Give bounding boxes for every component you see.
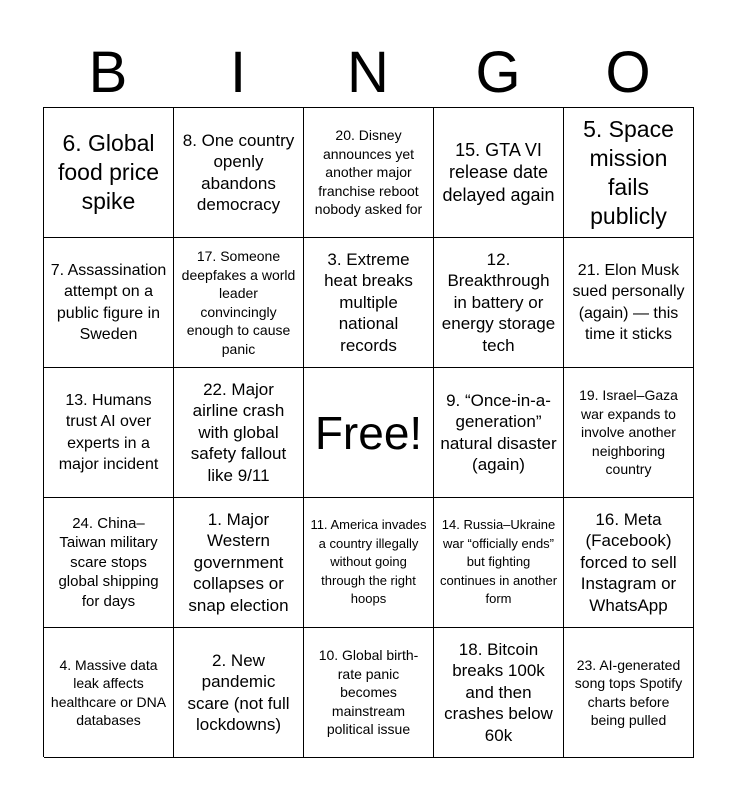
bingo-cell[interactable] (44, 108, 174, 238)
free-space[interactable] (304, 368, 434, 498)
bingo-cell[interactable] (44, 238, 174, 368)
cell-text: 12. Breakthrough in battery or energy storage tech (441, 249, 556, 355)
cell-text: 9. “Once-in-a-generation” natural disaster (again) (440, 390, 557, 474)
cell-text: 20. Disney announces yet another major franchise reboot nobody asked for (314, 127, 423, 218)
cell-text: 17. Someone deepfakes a world leader convincingly enough to cause panic (181, 248, 296, 357)
cell-text: 1. Major Western government collapses or snap election (188, 509, 289, 615)
bingo-cell[interactable] (564, 498, 694, 628)
bingo-cell[interactable] (434, 108, 564, 238)
header-letter-b: B (88, 40, 128, 105)
bingo-cell[interactable] (304, 108, 434, 238)
bingo-cell[interactable] (564, 108, 694, 238)
cell-text: 10. Global birth-rate panic becomes mainstream political issue (318, 647, 419, 738)
bingo-cell[interactable] (44, 628, 174, 758)
cell-text: 7. Assassination attempt on a public figure in Sweden (50, 261, 167, 343)
header-letter-g: G (475, 40, 521, 105)
bingo-cell[interactable] (304, 498, 434, 628)
cell-text: 6. Global food price spike (57, 130, 159, 214)
bingo-cell[interactable] (174, 368, 304, 498)
header-letter-i: I (229, 40, 247, 105)
bingo-cell[interactable] (304, 628, 434, 758)
cell-text: 4. Massive data leak affects healthcare or DNA databases (50, 656, 167, 728)
cell-text: 2. New pandemic scare (not full lockdowns) (187, 650, 290, 734)
cell-text: 23. AI-generated song tops Spotify charts before being pulled (574, 656, 683, 728)
bingo-cell[interactable] (564, 628, 694, 758)
bingo-cell[interactable] (434, 368, 564, 498)
bingo-cell[interactable] (304, 238, 434, 368)
bingo-cell[interactable] (434, 628, 564, 758)
cell-text: 5. Space mission fails publicly (583, 115, 674, 229)
cell-text: 16. Meta (Facebook) forced to sell Instagram or WhatsApp (580, 509, 677, 615)
cell-text: 13. Humans trust AI over experts in a major incident (58, 391, 159, 473)
bingo-cell[interactable] (44, 368, 174, 498)
bingo-cell[interactable] (434, 238, 564, 368)
bingo-cell[interactable] (44, 498, 174, 628)
cell-text: 15. GTA VI release date delayed again (442, 139, 555, 205)
header-letter-n: N (347, 40, 389, 105)
cell-text: 18. Bitcoin breaks 100k and then crashes below 60k (444, 639, 553, 745)
bingo-cell[interactable] (434, 498, 564, 628)
bingo-header (43, 42, 693, 104)
cell-text: 14. Russia–Ukraine war “officially ends” but fighting continues in another form (439, 517, 558, 607)
bingo-card (43, 107, 694, 757)
bingo-cell[interactable] (174, 108, 304, 238)
bingo-cell[interactable] (174, 498, 304, 628)
bingo-cell[interactable] (174, 238, 304, 368)
header-letter-o: O (605, 40, 651, 105)
cell-text: 24. China–Taiwan military scare stops global shipping for days (58, 514, 159, 610)
bingo-cell[interactable] (174, 628, 304, 758)
cell-text: 3. Extreme heat breaks multiple national records (324, 249, 413, 355)
cell-text: 21. Elon Musk sued personally (again) — this time it sticks (572, 261, 685, 343)
cell-text: 22. Major airline crash with global safety fallout like 9/11 (190, 379, 287, 485)
cell-text: 11. America invades a country illegally without going through the right hoops (310, 517, 427, 607)
cell-text: 19. Israel–Gaza war expands to involve another neighboring country (579, 387, 678, 478)
bingo-cell[interactable] (564, 368, 694, 498)
cell-text: 8. One country openly abandons democracy (182, 130, 295, 214)
free-space-label: Free! (314, 406, 423, 459)
bingo-cell[interactable] (564, 238, 694, 368)
